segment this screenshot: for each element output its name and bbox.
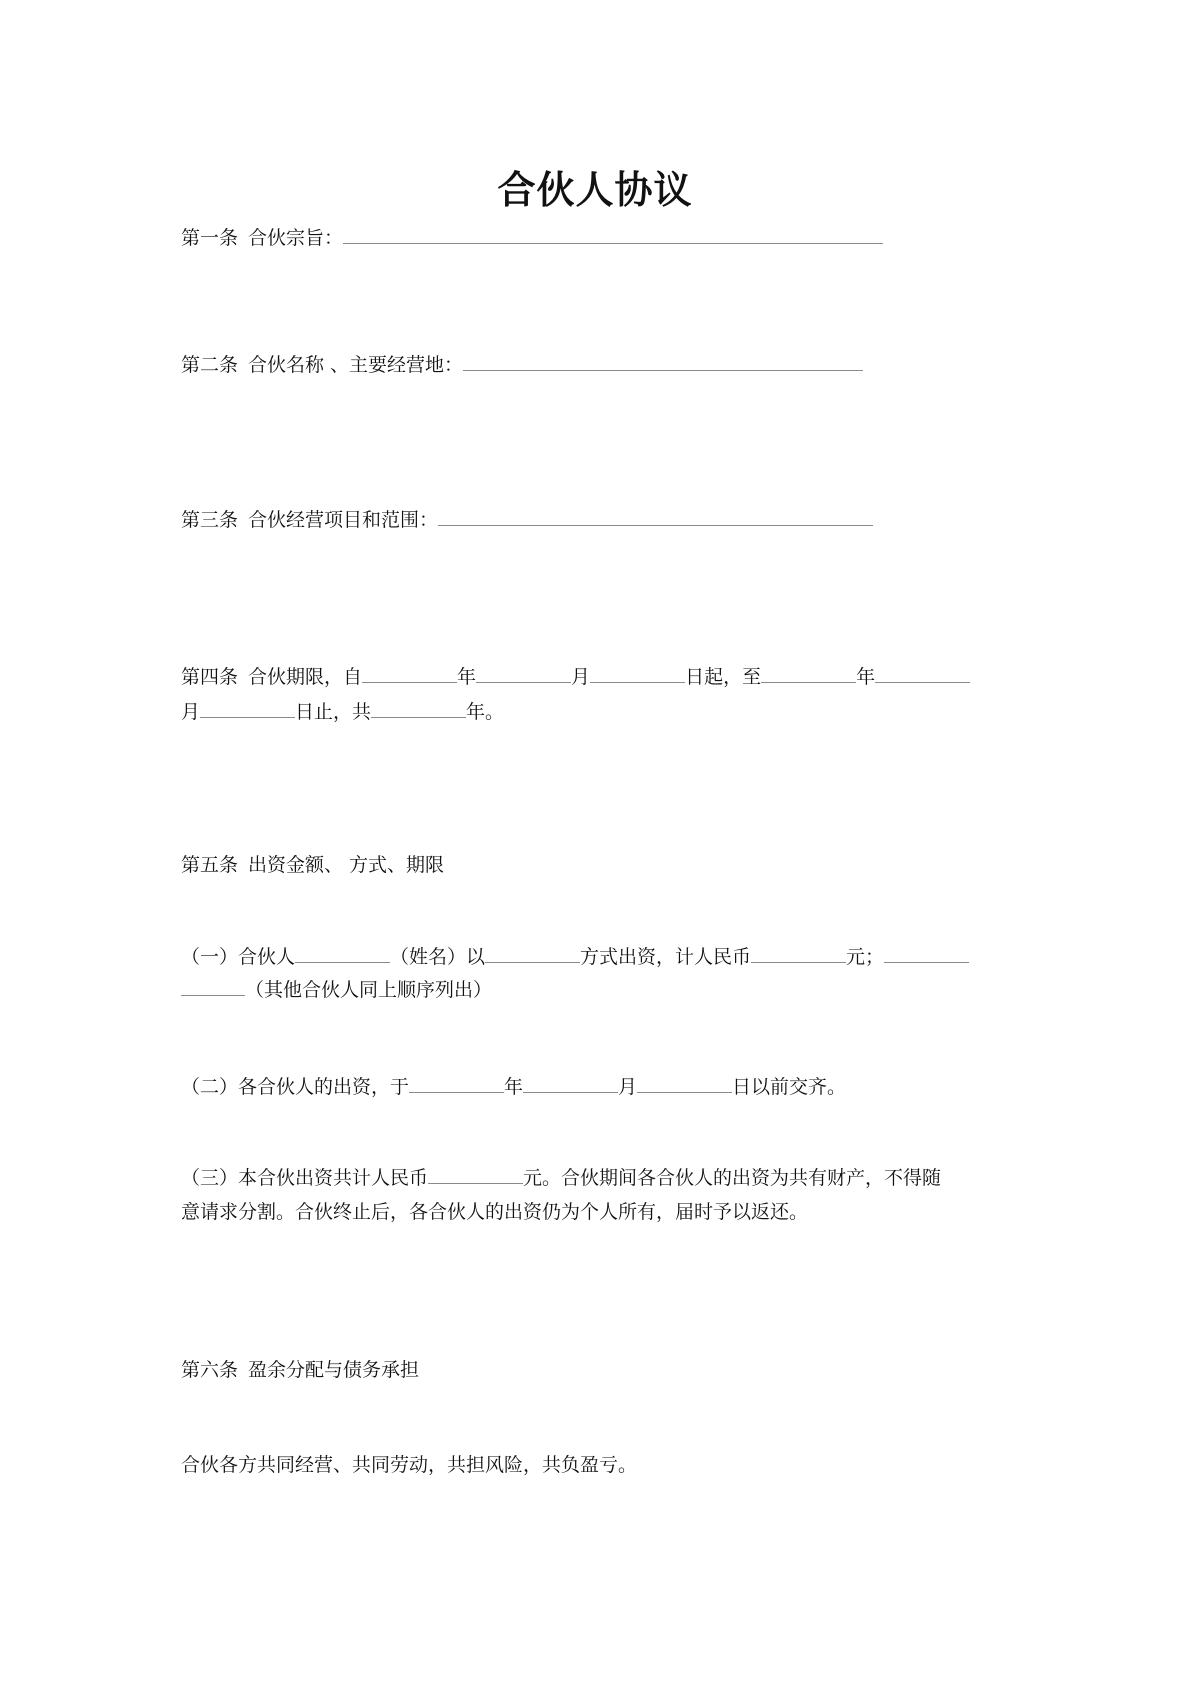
deadline-year-blank[interactable]	[409, 1074, 504, 1093]
article-5	[181, 852, 444, 878]
article-3-text: 合伙经营项目和范围：	[248, 509, 439, 531]
article-1-label: 第一条	[181, 227, 239, 249]
article-2	[181, 352, 863, 378]
start-day-blank[interactable]	[590, 664, 685, 683]
article-5-item-3-line-2	[181, 1199, 808, 1225]
name-location-blank[interactable]	[463, 352, 863, 371]
document-title: 合伙人协议	[497, 168, 693, 212]
start-month-blank[interactable]	[476, 664, 571, 683]
article-6	[181, 1357, 419, 1383]
article-5-item-1-line-1	[181, 944, 969, 970]
article-4-text: 合伙期限，自	[248, 666, 363, 688]
article-6-body	[181, 1452, 637, 1478]
end-year-blank[interactable]	[761, 664, 856, 683]
article-3	[181, 507, 873, 533]
item-2-text: 日以前交齐。	[732, 1076, 847, 1098]
article-3-label: 第三条	[181, 509, 239, 531]
month-label: 月	[618, 1076, 638, 1098]
article-1	[181, 225, 883, 251]
article-6-body-text: 合伙各方共同经营、共同劳动，共担风险，共负盈亏。	[181, 1454, 638, 1476]
other-partners-blank-a[interactable]	[884, 944, 969, 963]
month-label: 月	[181, 701, 201, 723]
article-4-line-2	[181, 699, 504, 725]
article-5-item-3-line-1	[181, 1165, 941, 1191]
article-5-item-1-line-2	[181, 977, 492, 1003]
purpose-blank[interactable]	[343, 225, 883, 244]
article-2-text: 合伙名称 、主要经营地：	[248, 354, 464, 376]
article-5-label: 第五条	[181, 854, 239, 876]
deadline-month-blank[interactable]	[523, 1074, 618, 1093]
item-3-text: （三）本合伙出资共计人民币	[181, 1167, 429, 1189]
partner-name-blank[interactable]	[295, 944, 390, 963]
article-6-text: 盈余分配与债务承担	[248, 1359, 420, 1381]
business-scope-blank[interactable]	[438, 507, 873, 526]
day-start-label: 日起，至	[685, 666, 762, 688]
end-month-blank-a[interactable]	[875, 664, 970, 683]
article-2-label: 第二条	[181, 354, 239, 376]
month-label: 月	[571, 666, 591, 688]
item-1-text: （姓名）以	[390, 946, 486, 968]
years-label: 年。	[466, 701, 505, 723]
year-label: 年	[856, 666, 876, 688]
item-2-text: （二）各合伙人的出资，于	[181, 1076, 410, 1098]
article-4-label: 第四条	[181, 666, 239, 688]
article-5-item-2	[181, 1074, 846, 1100]
contribution-amount-blank[interactable]	[751, 944, 846, 963]
total-years-blank[interactable]	[371, 699, 466, 718]
other-partners-blank-b[interactable]	[181, 977, 245, 996]
year-label: 年	[504, 1076, 524, 1098]
end-day-blank[interactable]	[200, 699, 295, 718]
item-1-text: 方式出资，计人民币	[580, 946, 752, 968]
item-1-note: （其他合伙人同上顺序列出）	[245, 979, 493, 1001]
article-5-text: 出资金额、 方式、期限	[248, 854, 445, 876]
item-3-text: 意请求分割。合伙终止后，各合伙人的出资仍为个人所有，届时予以返还。	[181, 1201, 809, 1223]
item-3-text: 元。合伙期间各合伙人的出资为共有财产，不得随	[523, 1167, 942, 1189]
item-1-text: 元；	[846, 946, 885, 968]
start-year-blank[interactable]	[362, 664, 457, 683]
article-1-text: 合伙宗旨：	[248, 227, 344, 249]
article-4-line-1	[181, 664, 970, 690]
item-1-text: （一）合伙人	[181, 946, 296, 968]
day-end-label: 日止，共	[295, 701, 372, 723]
contribution-method-blank[interactable]	[485, 944, 580, 963]
article-6-label: 第六条	[181, 1359, 239, 1381]
year-label: 年	[457, 666, 477, 688]
deadline-day-blank[interactable]	[637, 1074, 732, 1093]
total-contribution-blank[interactable]	[428, 1165, 523, 1184]
